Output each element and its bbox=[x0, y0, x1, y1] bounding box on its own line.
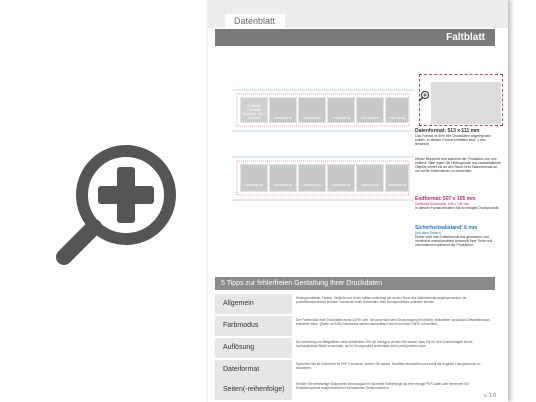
fold-panel-bottom-1: INNENSEITE bbox=[240, 164, 268, 192]
fold-panel-bottom-2: INNENSEITE bbox=[269, 164, 297, 192]
endformat-sub: Gefalztes Endformat: 105 x 105 mm bbox=[415, 202, 470, 206]
tip-row bbox=[215, 380, 495, 400]
page-number: v. 1.0 bbox=[484, 393, 496, 399]
fold-panel-top-1: Faltblatt Titelseite/ Rückseite 100 x 105 mm bbox=[240, 97, 268, 123]
safety-text: Dieser wird vom Datenformat aus gemessen und verhindert unerwünschten Anschnitt Ihrer Texte und Informationen während der Produktion. bbox=[415, 235, 493, 248]
bleed-note-text: Dieser Beschnitt wird während der Produktion von uns entfernt. Bitte legen Sie Hintergründe und randabfallende Objekte immer bis an den Rand Ihres Datenformats an, um weiße Seitenränder zu vermeiden. bbox=[415, 157, 501, 174]
fold-panel-top-5: RÜCKSEITE bbox=[356, 97, 384, 123]
fold-panel-bottom-3: INNENSEITE bbox=[298, 164, 326, 192]
fold-panel-top-4: INNENSEITE bbox=[327, 97, 355, 123]
dataformat-heading: Datenformat: 513 x 111 mm bbox=[415, 128, 480, 134]
tips-header-bar bbox=[215, 277, 495, 290]
datasheet-preview[interactable] bbox=[208, 0, 508, 402]
fold-panel-top-2: INNENSEITE bbox=[269, 97, 297, 123]
tip-row bbox=[215, 338, 495, 358]
magnifier-icon bbox=[418, 90, 430, 102]
bleed-note bbox=[415, 157, 501, 173]
tip-label: Auflösung bbox=[215, 338, 292, 358]
fold-panel-top-6: TITELSEITE bbox=[385, 97, 409, 123]
title-bar bbox=[215, 29, 495, 46]
tip-label: Allgemein bbox=[215, 294, 292, 314]
tips-title: 5 Tipps zur fehlerfreien Gestaltung Ihrer Druckdaten bbox=[221, 280, 383, 287]
safety-sub: (auf allen Seiten) bbox=[415, 231, 441, 235]
endformat-text: In diesem Format erhalten Sie Ihr fertiges Druckprodukt. bbox=[415, 206, 500, 211]
datasheet-label: Datenblatt bbox=[225, 14, 285, 28]
tip-row bbox=[215, 360, 495, 380]
fold-panel-top-3: INNENSEITE bbox=[298, 97, 326, 123]
dataformat-text: Das Format, in dem Ihre Druckdaten angelegt sein sollten. In diesem Format enthalten sind: 3 mm Beschnitt. bbox=[415, 134, 491, 147]
fold-panel-bottom-5: INNENSEITE bbox=[356, 164, 384, 192]
corner-detail-panel bbox=[431, 82, 501, 124]
tip-text: Senden Sie mehrseitige Dokumente chronologisch in korrekter Reihenfolge als eine einzige PDF-Datei oder benennen Sie Einzeldokumente entsprechend mit fortlaufenden Seitennummern. bbox=[296, 382, 469, 391]
endformat-heading: Endformat: 507 x 105 mm bbox=[415, 196, 476, 202]
fold-panel-bottom-4: INNENSEITE bbox=[327, 164, 355, 192]
tip-row bbox=[215, 294, 495, 314]
safety-heading: Sicherheitsabstand: 6 mm bbox=[415, 225, 478, 231]
sheet-title: Faltblatt bbox=[446, 32, 485, 43]
dataformat-block bbox=[415, 128, 501, 146]
endformat-block bbox=[415, 196, 501, 210]
tip-label: Farbmodus bbox=[215, 316, 292, 336]
tip-text: Hintergrundbilder, Farben, Verläufe und Linien sollten unbedingt bis an den Rand des Datenformats angelegt werden, da produktionstechnisch kleinere Toleranzen beim Schneiden Ihres Druckproduktes auftreten können. bbox=[296, 296, 467, 305]
fold-panel-bottom-6: INNENSEITE bbox=[385, 164, 409, 192]
tip-label: Dateiformat bbox=[215, 360, 292, 380]
zoom-in-icon[interactable] bbox=[56, 133, 190, 267]
tip-row bbox=[215, 316, 495, 336]
tip-label: Seiten(-reihenfolge) bbox=[215, 380, 292, 400]
tip-text: Die Auflösung von Bildgrafiken sollte mindestens 300 dpi betragen. Achten Sie darauf, dass Sie für Ihre Druckvorlagen immer hochaufgelöste Bilder verwenden, da Ihr Druckprodukt andernfalls leicht pixelig wirken kann. bbox=[296, 340, 473, 349]
safety-block bbox=[415, 225, 501, 247]
tip-text: Der Farbmodus Ihrer Druckdaten muss CMYK sein, da sonst nach dem Druckvorgang ein (leicht) veränderter, ausdruckt Gesamteindruck entstehen kann. (Daten im RGB-Farbmodus werden automatisch durch uns nach CMYK konvertiert). bbox=[296, 318, 490, 327]
tip-text: Speichern Sie Ihr Dokument im PDF-Format ab. Achten Sie darauf, Schriften einzubetten und somit als möglicht Transparenzen zu reduzieren. bbox=[296, 362, 481, 371]
